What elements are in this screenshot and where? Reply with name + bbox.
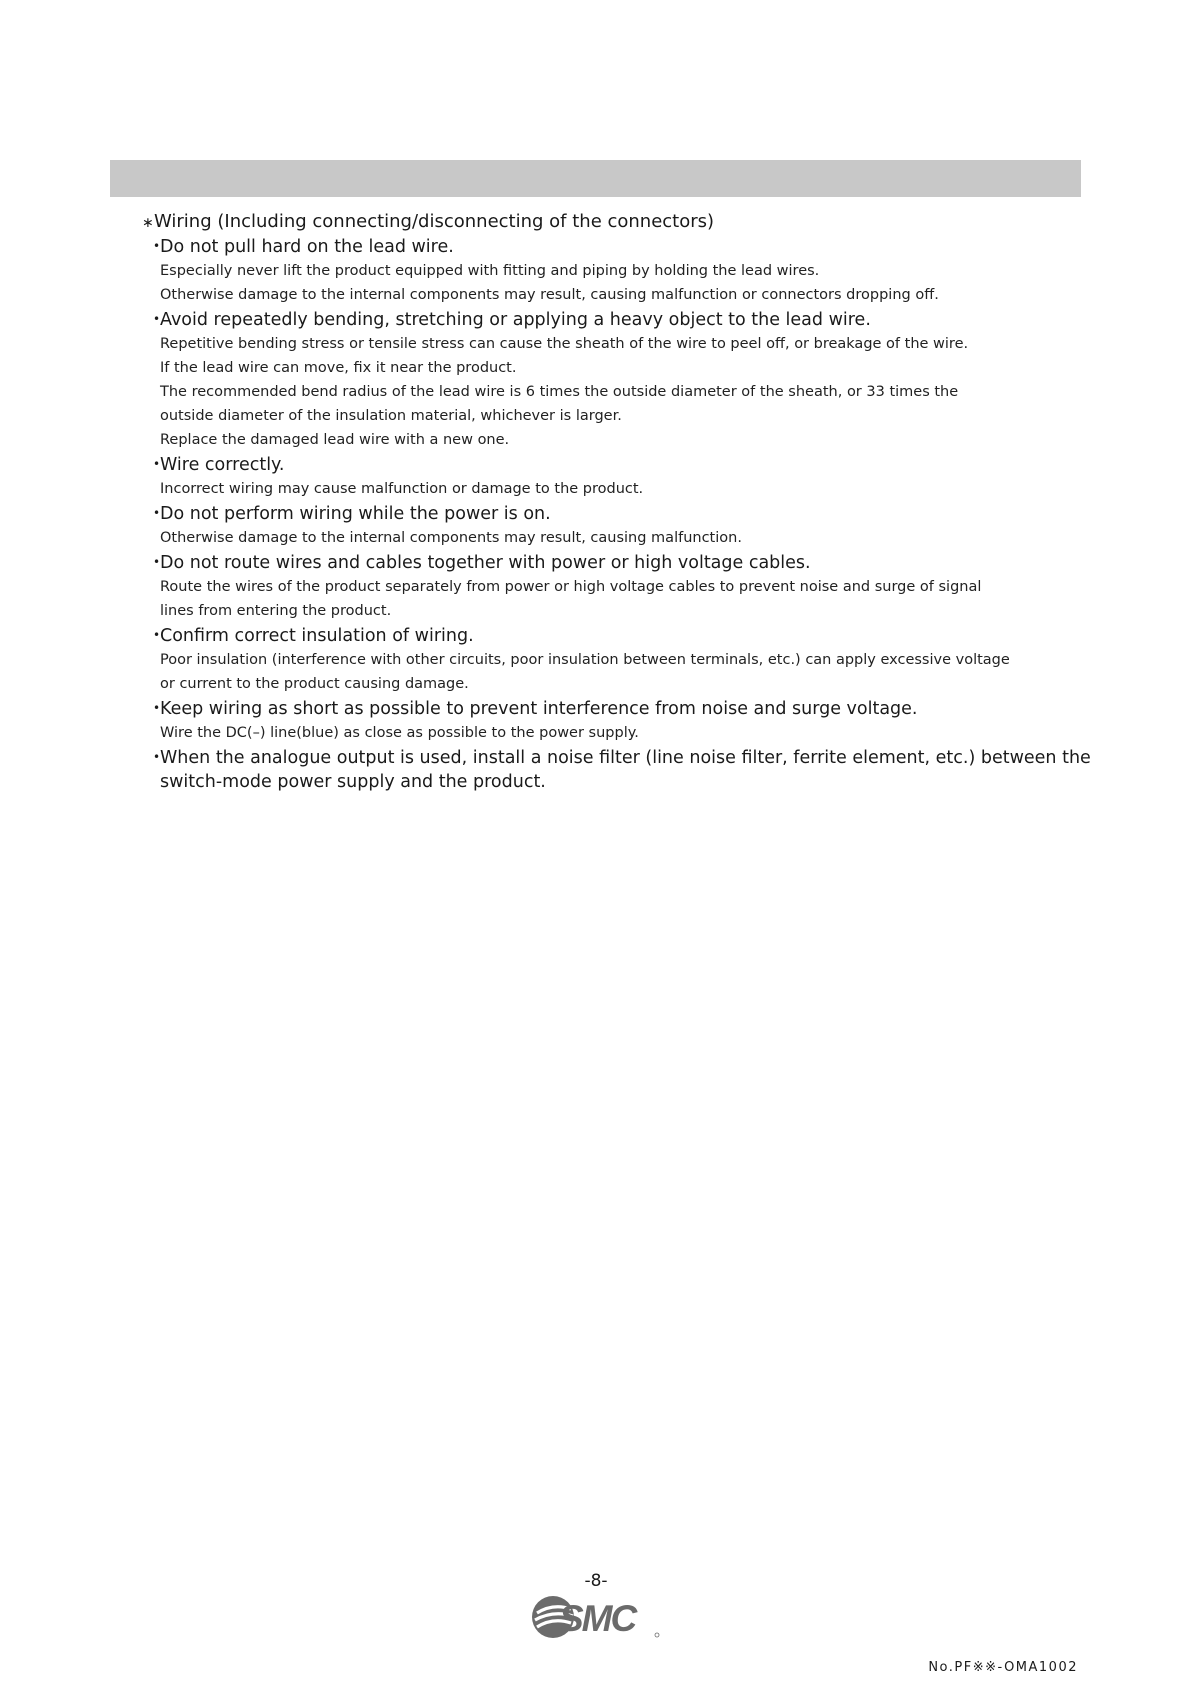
precaution-heading: •Wire correctly. — [142, 452, 1092, 477]
precaution-item — [142, 307, 1092, 452]
precaution-heading: •Confirm correct insulation of wiring. — [142, 623, 1092, 648]
body-text: lines from entering the product. — [160, 603, 392, 619]
precaution-heading: •When the analogue output is used, install a noise filter (line noise filter, ferrite element, etc.) between the switch-mode power supply and the product. — [142, 745, 1092, 794]
body-text: If the lead wire can move, fix it near the product. — [160, 360, 517, 376]
wiring-precautions-list — [142, 234, 1092, 794]
precaution-heading-continued: switch-mode power supply and the product. — [160, 772, 546, 792]
precaution-heading: •Avoid repeatedly bending, stretching or applying a heavy object to the lead wire. — [142, 307, 1092, 332]
section-header-band — [110, 160, 1081, 197]
body-text: Route the wires of the product separately from power or high voltage cables to prevent noise and surge of signal — [160, 579, 982, 595]
body-text: Poor insulation (interference with other circuits, poor insulation between terminals, etc.) can apply excessive voltage — [160, 652, 1010, 668]
precaution-heading: •Keep wiring as short as possible to prevent interference from noise and surge voltage. — [142, 696, 1092, 721]
asterisk-icon: ∗ — [142, 215, 154, 231]
bullet-icon: • — [153, 506, 161, 520]
body-text: Replace the damaged lead wire with a new one. — [160, 432, 510, 448]
bullet-icon: • — [153, 701, 161, 715]
body-text: Repetitive bending stress or tensile stress can cause the sheath of the wire to peel off, or breakage of the wire. — [160, 336, 969, 352]
page-number: -8- — [584, 1571, 608, 1591]
precaution-body — [142, 575, 1092, 623]
precaution-body — [142, 477, 1092, 501]
precaution-item — [142, 234, 1092, 307]
precaution-item — [142, 452, 1092, 501]
precaution-heading: •Do not perform wiring while the power is on. — [142, 501, 1092, 526]
body-text: Especially never lift the product equipped with fitting and piping by holding the lead wires. — [160, 263, 820, 279]
body-text: The recommended bend radius of the lead wire is 6 times the outside diameter of the sheath, or 33 times the — [160, 384, 959, 400]
body-text: outside diameter of the insulation material, whichever is larger. — [160, 408, 622, 424]
precaution-body — [142, 259, 1092, 307]
bullet-icon: • — [153, 457, 161, 471]
bullet-icon: • — [153, 628, 161, 642]
section-title-text: Wiring (Including connecting/disconnecting of the connectors) — [154, 211, 715, 232]
precaution-item — [142, 550, 1092, 623]
bullet-icon: • — [153, 312, 161, 326]
precaution-item — [142, 745, 1092, 794]
precaution-heading: •Do not route wires and cables together with power or high voltage cables. — [142, 550, 1092, 575]
precaution-heading: •Do not pull hard on the lead wire. — [142, 234, 1092, 259]
bullet-icon: • — [153, 239, 161, 253]
precaution-body — [142, 526, 1092, 550]
body-text: Otherwise damage to the internal components may result, causing malfunction. — [160, 530, 742, 546]
smc-logo-text: SMC — [559, 1598, 636, 1639]
bullet-icon: • — [153, 555, 161, 569]
precaution-body — [142, 721, 1092, 745]
body-text: or current to the product causing damage. — [160, 676, 469, 692]
body-text: Otherwise damage to the internal components may result, causing malfunction or connectors dropping off. — [160, 287, 939, 303]
precaution-body — [142, 648, 1092, 696]
document-number: No.PF※※-OMA1002 — [928, 1660, 1078, 1675]
body-text: Wire the DC(–) line(blue) as close as possible to the power supply. — [160, 725, 639, 741]
precaution-item — [142, 696, 1092, 745]
smc-logo — [529, 1593, 664, 1641]
registered-mark-icon — [655, 1633, 659, 1637]
precaution-item — [142, 623, 1092, 696]
wiring-section — [142, 210, 1092, 794]
body-text: Incorrect wiring may cause malfunction or damage to the product. — [160, 481, 644, 497]
section-title — [142, 210, 1092, 234]
bullet-icon: • — [153, 750, 161, 764]
precaution-item — [142, 501, 1092, 550]
precaution-body — [142, 332, 1092, 452]
